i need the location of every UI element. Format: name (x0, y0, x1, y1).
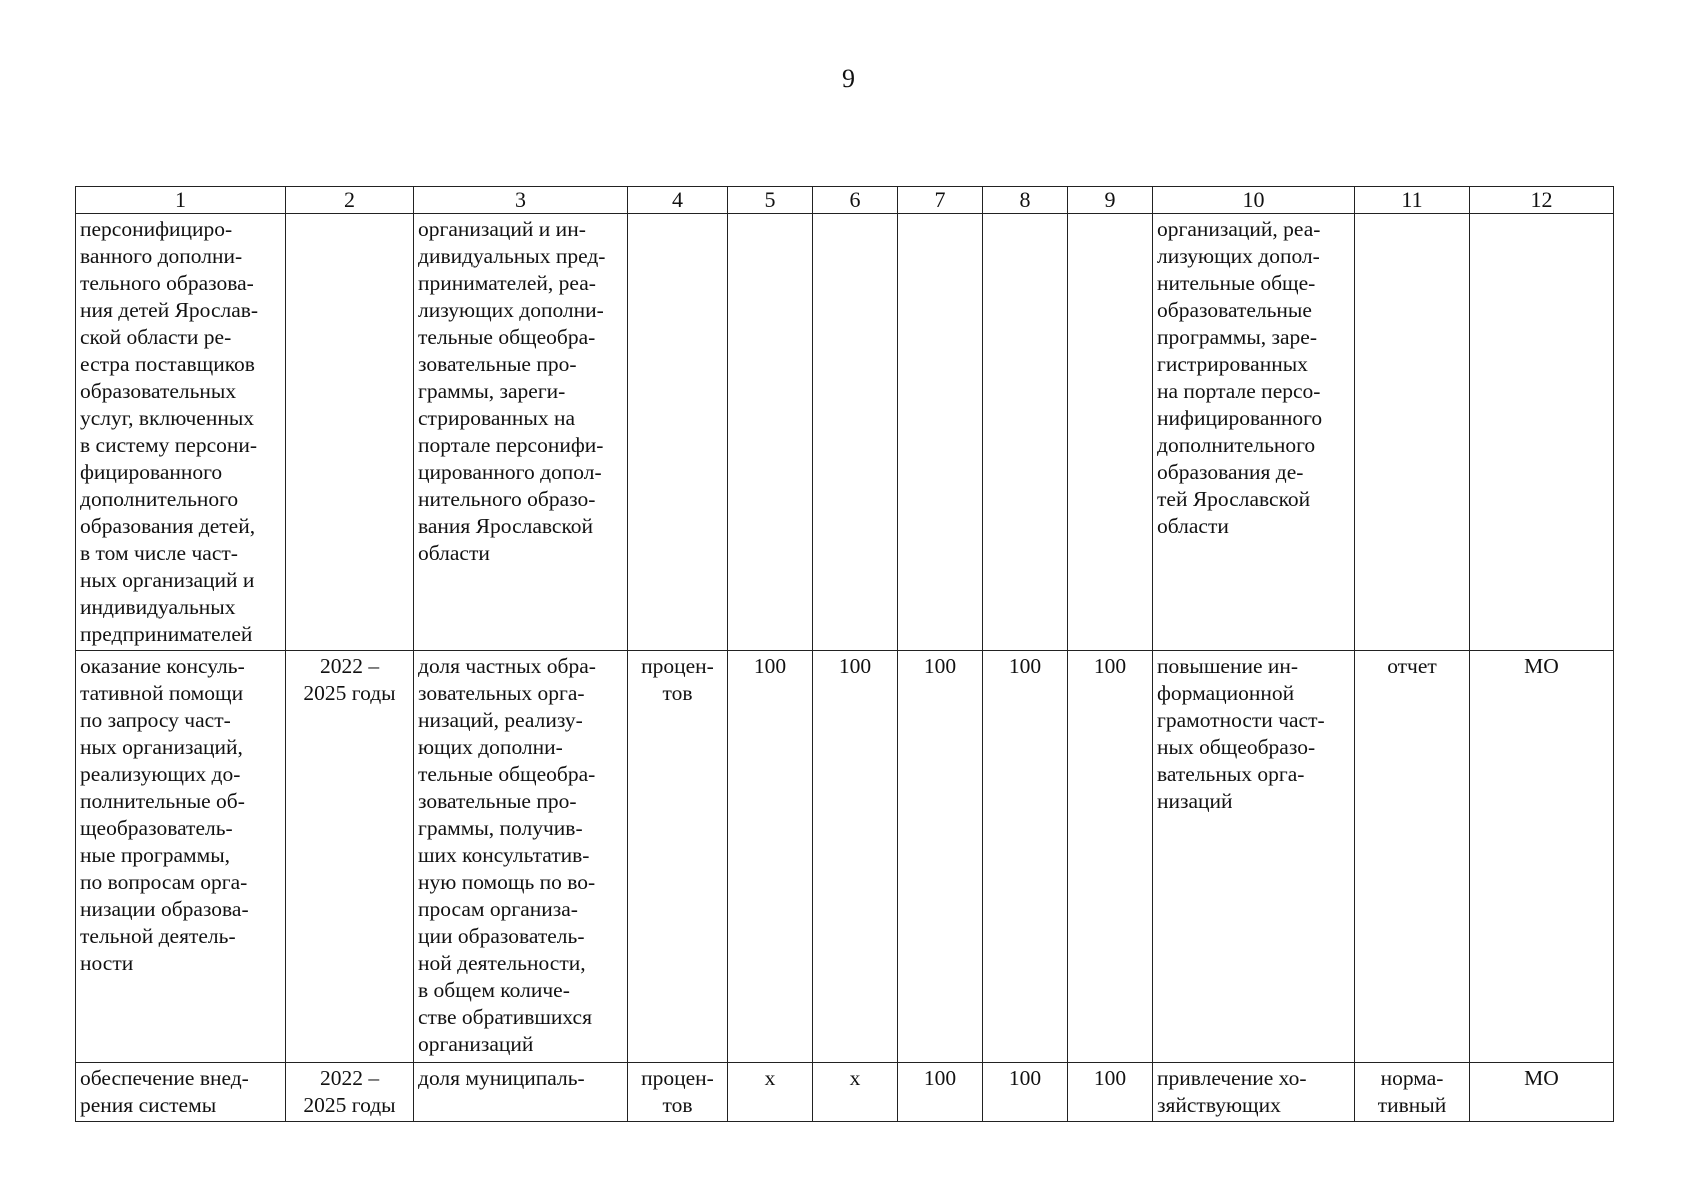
table-cell: 2022 – 2025 годы (286, 1063, 414, 1122)
table-cell: организаций и ин- дивидуальных пред- принимателей, реа- лизующих дополни- тельные общеобра- зовательные про- граммы, зареги- стрированных на портале персонифи- цированного допол- нительного образо- вания Ярославской области (414, 214, 628, 651)
table-cell: процен- тов (628, 651, 728, 1063)
column-header-5: 5 (728, 187, 813, 214)
table-cell: доля муниципаль- (414, 1063, 628, 1122)
column-header-4: 4 (628, 187, 728, 214)
column-header-7: 7 (898, 187, 983, 214)
table-cell (983, 214, 1068, 651)
table-cell: 100 (1068, 651, 1153, 1063)
table-cell: отчет (1355, 651, 1470, 1063)
table-cell: процен- тов (628, 1063, 728, 1122)
table-cell: 100 (813, 651, 898, 1063)
table-cell: 100 (898, 651, 983, 1063)
table-cell: оказание консуль- тативной помощи по запросу част- ных организаций, реализующих до- полнительные об- щеобразователь- ные программы, по вопросам орга- низации образова- тельной деятель- ности (76, 651, 286, 1063)
table-cell: 100 (728, 651, 813, 1063)
table-cell: доля частных обра- зовательных орга- низаций, реализу- ющих дополни- тельные общеобра- зовательные про- граммы, получив- ших консультатив- ную помощь по во- просам организа- ции образователь- ной деятельности, в общем количе- стве обратившихся организаций (414, 651, 628, 1063)
table-cell (898, 214, 983, 651)
column-header-2: 2 (286, 187, 414, 214)
table-cell: МО (1470, 651, 1614, 1063)
table-cell: х (813, 1063, 898, 1122)
column-header-12: 12 (1470, 187, 1614, 214)
table-cell: 2022 – 2025 годы (286, 651, 414, 1063)
table-cell: персонифициро- ванного дополни- тельного образова- ния детей Ярослав- ской области ре- естра поставщиков образовательных услуг, включенных в систему персони- фицированного дополнительного образования детей, в том числе част- ных организаций и индивидуальных предпринимателей (76, 214, 286, 651)
table-cell (286, 214, 414, 651)
table-cell: повышение ин- формационной грамотности част- ных общеобразо- вательных орга- низаций (1153, 651, 1355, 1063)
table-row (76, 651, 1614, 1063)
column-header-6: 6 (813, 187, 898, 214)
table-cell: 100 (983, 651, 1068, 1063)
table-cell: МО (1470, 1063, 1614, 1122)
table-cell (628, 214, 728, 651)
table-cell: 100 (1068, 1063, 1153, 1122)
table-cell (1470, 214, 1614, 651)
table-cell: 100 (898, 1063, 983, 1122)
page-number: 9 (842, 64, 855, 93)
table-cell: привлечение хо- зяйствующих (1153, 1063, 1355, 1122)
table-cell (1068, 214, 1153, 651)
table-cell: 100 (983, 1063, 1068, 1122)
table-cell (1355, 214, 1470, 651)
table-cell: норма- тивный (1355, 1063, 1470, 1122)
column-header-8: 8 (983, 187, 1068, 214)
header-row (76, 187, 1614, 214)
column-header-11: 11 (1355, 187, 1470, 214)
table-cell: х (728, 1063, 813, 1122)
column-header-1: 1 (76, 187, 286, 214)
table-row (76, 1063, 1614, 1122)
table-cell (728, 214, 813, 651)
table-row (76, 214, 1614, 651)
table-cell (813, 214, 898, 651)
program-table (75, 186, 1614, 1122)
table-cell: организаций, реа- лизующих допол- нительные обще- образовательные программы, заре- гистрированных на портале персо- нифицированного дополнительного образования де- тей Ярославской области (1153, 214, 1355, 651)
column-header-3: 3 (414, 187, 628, 214)
table-cell: обеспечение внед- рения системы (76, 1063, 286, 1122)
column-header-10: 10 (1153, 187, 1355, 214)
column-header-9: 9 (1068, 187, 1153, 214)
